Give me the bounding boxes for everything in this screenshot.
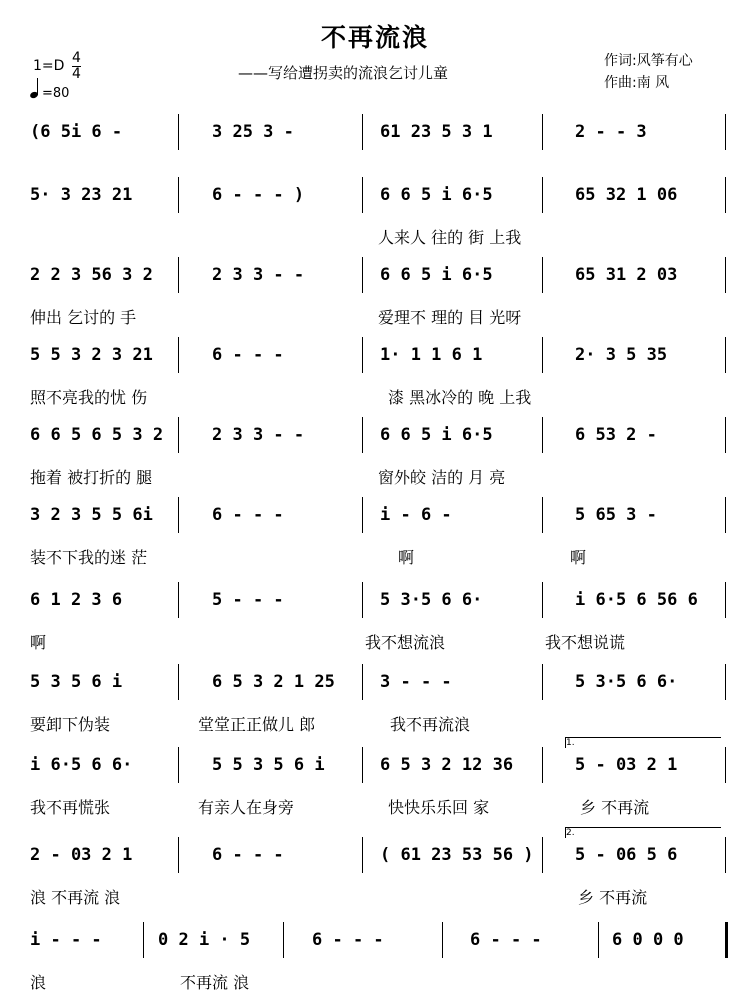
bar-line	[362, 664, 363, 700]
measure-notes: 5 5 3 5 6 i	[212, 755, 325, 775]
measure-notes: 6 6 5 6 5 3 2	[30, 425, 164, 445]
volta-bracket: 1.	[565, 737, 721, 748]
bar-line	[442, 922, 443, 958]
measure-notes: 1· 1 1 6 1	[380, 345, 483, 365]
key-signature: 1=D	[33, 58, 65, 74]
measure-notes: 5 3·5 6 6·	[380, 590, 483, 610]
bar-line	[725, 497, 726, 533]
volta-bracket: 2.	[565, 827, 721, 838]
measure-notes: i 6·5 6 56 6	[575, 590, 698, 610]
lyric-line: 我不再慌张	[30, 798, 111, 817]
measure-notes: 2 3 3 - -	[212, 265, 305, 285]
measure-notes: 5 - 06 5 6	[575, 845, 678, 865]
bar-line	[542, 417, 543, 453]
lyric-line: 拖着 被打折的 腿	[30, 468, 153, 487]
measure-notes: 6 - - -	[212, 345, 284, 365]
time-signature-bottom: 4	[72, 66, 81, 82]
bar-line	[725, 837, 726, 873]
measure-notes: 6 6 5 i 6·5	[380, 425, 493, 445]
lyric-line: 有亲人在身旁	[198, 798, 295, 817]
song-title: 不再流浪	[320, 23, 429, 52]
bar-line	[725, 417, 726, 453]
lyricist-credit: 作词:风筝有心	[604, 53, 693, 69]
measure-notes: 6 - - - )	[212, 185, 305, 205]
measure-notes: 65 32 1 06	[575, 185, 678, 205]
measure-notes: 3 2 3 5 5 6i	[30, 505, 153, 525]
measure-notes: 2 - - 3	[575, 122, 647, 142]
bar-line	[362, 747, 363, 783]
measure-notes: 61 23 5 3 1	[380, 122, 493, 142]
bar-line	[178, 837, 179, 873]
bar-line	[143, 922, 144, 958]
bar-line	[362, 497, 363, 533]
bar-line	[542, 257, 543, 293]
measure-notes: 5 5 3 2 3 21	[30, 345, 153, 365]
measure-notes: 5 - - -	[212, 590, 284, 610]
bar-line	[362, 114, 363, 150]
bar-line	[725, 114, 726, 150]
bar-line	[178, 257, 179, 293]
measure-notes: 6 6 5 i 6·5	[380, 185, 493, 205]
lyric-line: 装不下我的迷 茫	[30, 548, 148, 567]
lyric-line: 啊	[30, 633, 47, 652]
measure-notes: 6 - - -	[470, 930, 542, 950]
quarter-note-icon	[29, 91, 39, 99]
measure-notes: i - - -	[30, 930, 102, 950]
bar-line	[362, 582, 363, 618]
measure-notes: 6 - - -	[212, 505, 284, 525]
bar-line	[725, 747, 726, 783]
song-subtitle: ——写给遭拐卖的流浪乞讨儿童	[238, 64, 449, 82]
bar-line	[178, 114, 179, 150]
bar-line	[725, 922, 728, 958]
lyric-line: 乡 不再流	[580, 798, 650, 817]
lyric-line: 我不再流浪	[390, 715, 471, 734]
measure-notes: 6 6 5 i 6·5	[380, 265, 493, 285]
measure-notes: 65 31 2 03	[575, 265, 678, 285]
lyric-line: 人来人 往的 街 上我	[378, 228, 522, 247]
measure-notes: 5 3·5 6 6·	[575, 672, 678, 692]
time-signature-top: 4	[72, 50, 81, 66]
lyric-line: 我不想流浪	[365, 633, 446, 652]
lyric-line: 啊	[398, 548, 415, 567]
measure-notes: ( 61 23 53 56 )	[380, 845, 534, 865]
lyric-line: 啊	[570, 548, 587, 567]
bar-line	[542, 664, 543, 700]
measure-notes: 5 3 5 6 i	[30, 672, 123, 692]
bar-line	[725, 664, 726, 700]
bar-line	[542, 747, 543, 783]
bar-line	[178, 177, 179, 213]
lyric-line: 漆 黑冰冷的 晚 上我	[388, 388, 532, 407]
measure-notes: 6 - - -	[212, 845, 284, 865]
lyric-line: 浪	[30, 973, 47, 992]
lyric-line: 爱理不 理的 目 光呀	[378, 308, 522, 327]
lyric-line: 照不亮我的忧 伤	[30, 388, 148, 407]
measure-notes: 2 - 03 2 1	[30, 845, 133, 865]
bar-line	[178, 417, 179, 453]
measure-notes: 2 2 3 56 3 2	[30, 265, 153, 285]
measure-notes: 0 2 i · 5	[158, 930, 251, 950]
measure-notes: i - 6 -	[380, 505, 452, 525]
bar-line	[178, 337, 179, 373]
bar-line	[362, 837, 363, 873]
bar-line	[725, 582, 726, 618]
bar-line	[725, 257, 726, 293]
bar-line	[178, 664, 179, 700]
measure-notes: 2· 3 5 35	[575, 345, 668, 365]
measure-notes: i 6·5 6 6·	[30, 755, 133, 775]
lyric-line: 伸出 乞讨的 手	[30, 308, 137, 327]
bar-line	[178, 497, 179, 533]
measure-notes: 6 5 3 2 1 25	[212, 672, 335, 692]
measure-notes: 5 65 3 -	[575, 505, 657, 525]
measure-notes: 3 25 3 -	[212, 122, 294, 142]
bar-line	[178, 582, 179, 618]
bar-line	[542, 837, 543, 873]
measure-notes: 5 - 03 2 1	[575, 755, 678, 775]
bar-line	[542, 337, 543, 373]
bar-line	[725, 337, 726, 373]
bar-line	[362, 417, 363, 453]
measure-notes: 2 3 3 - -	[212, 425, 305, 445]
bar-line	[283, 922, 284, 958]
measure-notes: 5· 3 23 21	[30, 185, 133, 205]
lyric-line: 堂堂正正做儿 郎	[198, 715, 316, 734]
bar-line	[542, 114, 543, 150]
bar-line	[362, 257, 363, 293]
composer-credit: 作曲:南 风	[604, 75, 670, 91]
lyric-line: 要卸下伪装	[30, 715, 111, 734]
measure-notes: 6 53 2 -	[575, 425, 657, 445]
measure-notes: 6 0 0 0	[612, 930, 684, 950]
bar-line	[725, 177, 726, 213]
lyric-line: 快快乐乐回 家	[388, 798, 490, 817]
bar-line	[598, 922, 599, 958]
measure-notes: 6 5 3 2 12 36	[380, 755, 514, 775]
measure-notes: 3 - - -	[380, 672, 452, 692]
bar-line	[542, 497, 543, 533]
bar-line	[542, 582, 543, 618]
bar-line	[362, 177, 363, 213]
bar-line	[362, 337, 363, 373]
measure-notes: 6 1 2 3 6	[30, 590, 123, 610]
lyric-line: 不再流 浪	[180, 973, 250, 992]
lyric-line: 我不想说谎	[545, 633, 626, 652]
lyric-line: 窗外皎 洁的 月 亮	[378, 468, 506, 487]
lyric-line: 乡 不再流	[578, 888, 648, 907]
tempo-marking: =80	[42, 86, 70, 101]
measure-notes: 6 - - -	[312, 930, 384, 950]
measure-notes: (6 5i 6 -	[30, 122, 123, 142]
lyric-line: 浪 不再流 浪	[30, 888, 121, 907]
bar-line	[542, 177, 543, 213]
bar-line	[178, 747, 179, 783]
